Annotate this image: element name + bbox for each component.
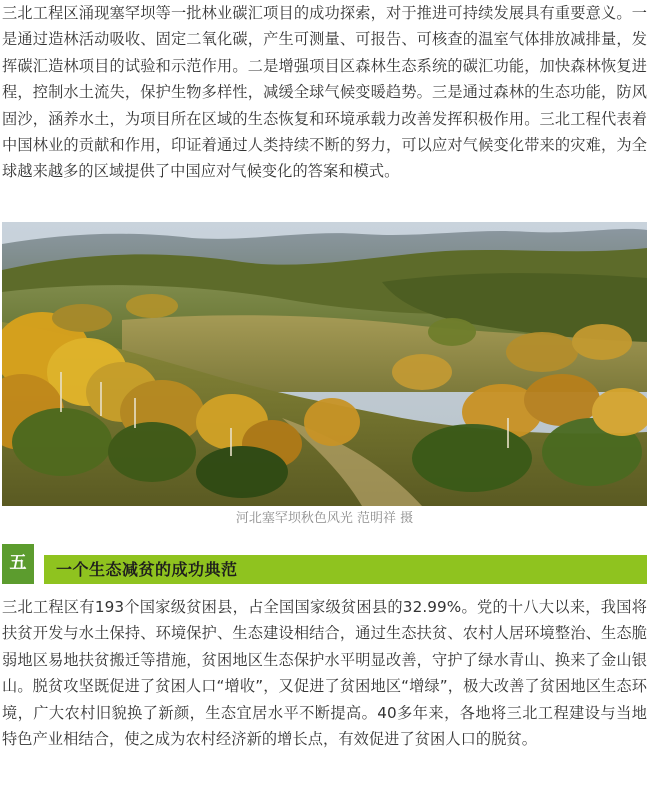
autumn-landscape-photo [2, 222, 647, 506]
section-title-bar [44, 555, 647, 584]
section-header [2, 544, 647, 584]
photo-caption: 河北塞罕坝秋色风光 范明祥 摄 [235, 511, 414, 526]
poverty-reduction-paragraph: 三北工程区有193个国家级贫困县，占全国国家级贫困县的32.99%。党的十八大以来，我国将扶贫开发与水土保持、环境保护、生态建设相结合，通过生态扶贫、农村人居环境整治、生态脆弱地区易地扶贫搬迁等措施，贫困地区生态保护水平明显改善，守护了绿水青山、换来了金山银山。脱贫攻坚既促进了贫困人口“增收”，又促进了贫困地区“增绿”，极大改善了贫困地区生态环境，广大农村旧貌换了新颜，生态宜居水平不断提高。40多年来，各地将三北工程建设与当地特色产业相结合，使之成为农村经济新的增长点，有效促进了贫困人口的脱贫。 [2, 598, 647, 749]
section-title: 一个生态减贫的成功典范 [56, 560, 238, 579]
section-number-badge: 五 [2, 544, 34, 584]
intro-paragraph: 三北工程区涌现塞罕坝等一批林业碳汇项目的成功探索，对于推进可持续发展具有重要意义。一是通过造林活动吸收、固定二氧化碳，产生可测量、可报告、可核查的温室气体排放减排量，发挥碳汇造林项目的试验和示范作用。二是增强项目区森林生态系统的碳汇功能，加快森林恢复进程，控制水土流失，保护生物多样性，减缓全球气候变暖趋势。三是通过森林的生态功能，防风固沙，涵养水土，为项目所在区域的生态恢复和环境承载力改善发挥积极作用。三北工程代表着中国林业的贡献和作用，印证着通过人类持续不断的努力，可以应对气候变化带来的灾难，为全球越来越多的区域提供了中国应对气候变化的答案和模式。 [2, 4, 647, 181]
